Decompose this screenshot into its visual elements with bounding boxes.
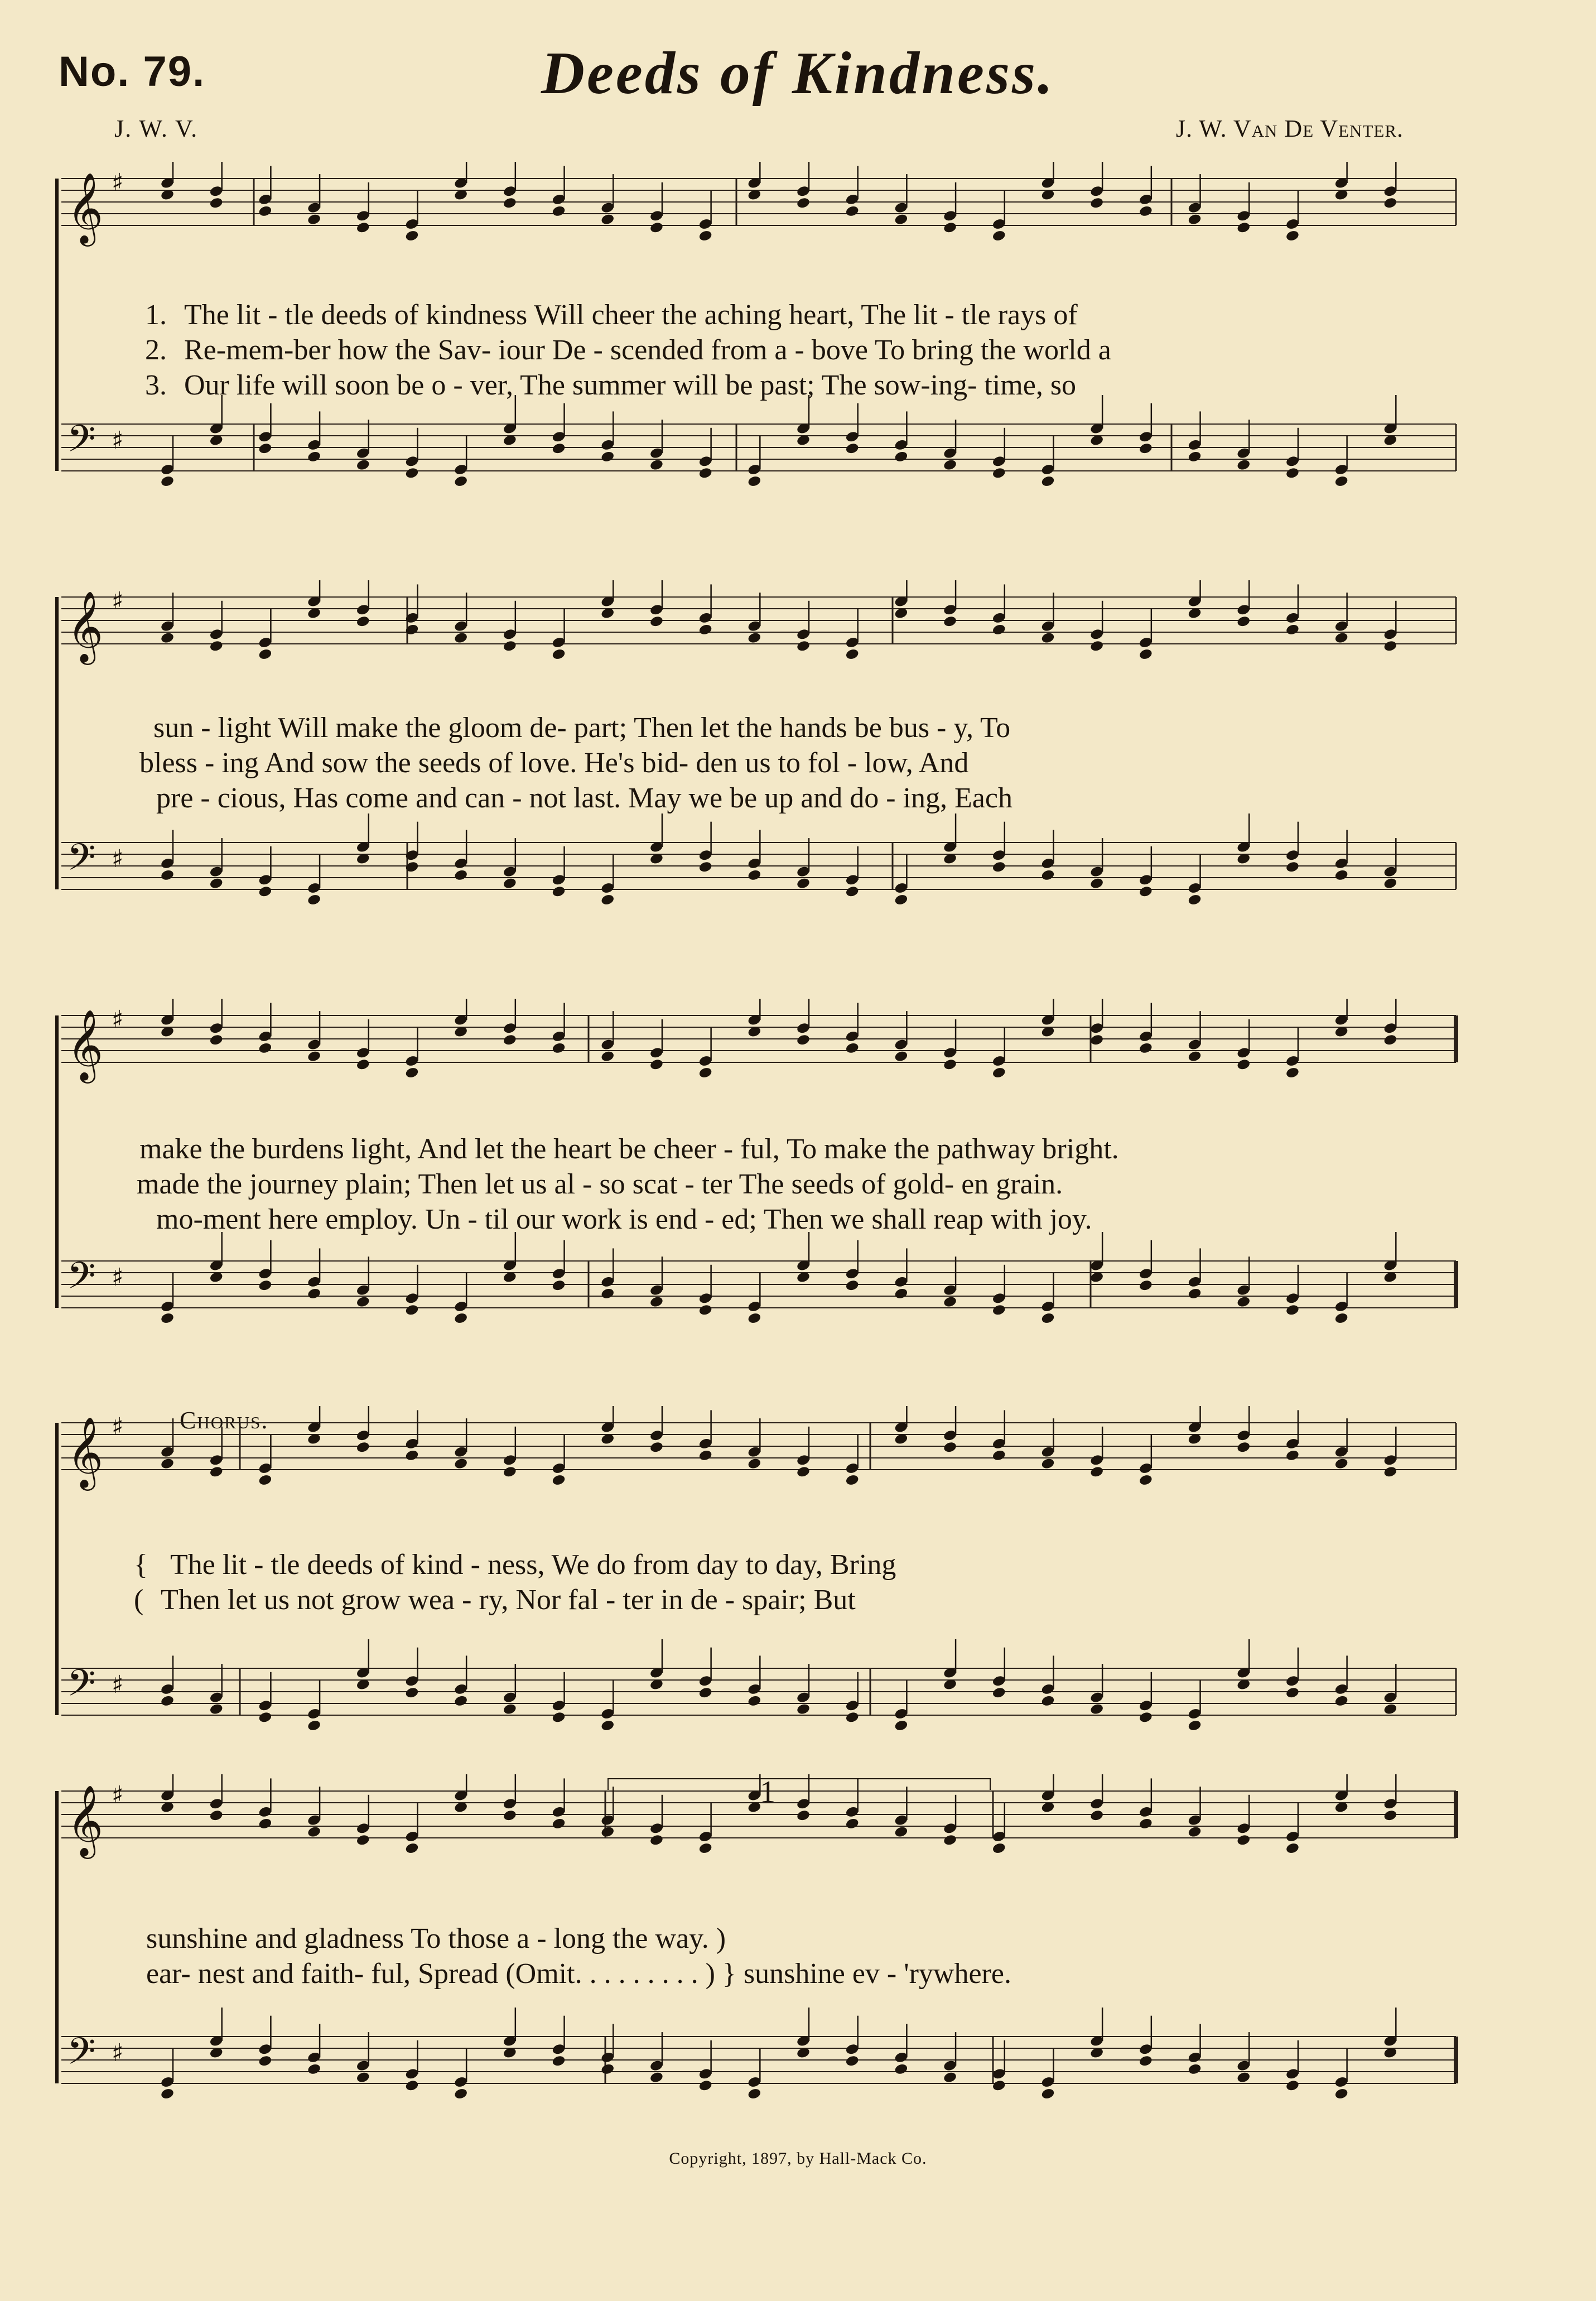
note-head <box>454 2087 468 2100</box>
note-head <box>747 1695 761 1707</box>
sharp-icon: ♯ <box>112 1413 124 1441</box>
note-head <box>992 860 1006 873</box>
treble-clef-icon: 𝄞 <box>67 172 104 243</box>
treble-clef-icon: 𝄞 <box>67 1416 104 1488</box>
note-head <box>1285 1686 1300 1699</box>
note-head <box>1040 869 1055 882</box>
note-head <box>894 2063 908 2076</box>
treble-staff <box>61 1774 1456 1859</box>
note-head <box>992 1842 1006 1855</box>
note-head <box>845 885 860 898</box>
note-head <box>209 1466 224 1479</box>
note-head <box>1187 213 1202 226</box>
music-system-3 <box>0 999 1596 1378</box>
note-head <box>698 2079 713 2092</box>
note-head <box>1383 1466 1397 1479</box>
note-head <box>356 222 370 234</box>
lyric-text: make the burdens light, And let the heart be cheer - ful, To make the pathway bright. <box>139 1133 1119 1165</box>
bass-clef-icon: 𝄢 <box>67 1662 96 1713</box>
lyric-text: The lit - tle deeds of kind - ness, We do from day to day, Bring <box>170 1549 896 1581</box>
treble-clef-icon: 𝄞 <box>67 1009 104 1080</box>
note-head <box>551 1817 566 1830</box>
lyric-line <box>137 1168 1063 1201</box>
note-head <box>160 632 175 644</box>
treble-staff <box>61 1406 1456 1491</box>
note-head <box>600 1050 615 1063</box>
note-head <box>1139 442 1153 455</box>
note-head <box>943 2071 957 2084</box>
note-head <box>551 205 566 218</box>
note-head <box>796 196 811 209</box>
note-head <box>894 1287 908 1300</box>
note-head <box>747 869 761 882</box>
note-head <box>160 1695 175 1707</box>
note-head <box>454 869 468 882</box>
note-head <box>1040 2087 1055 2100</box>
note-head <box>1089 877 1104 890</box>
note-head <box>894 893 908 906</box>
treble-clef-icon: 𝄞 <box>67 1784 104 1856</box>
lyric-text: sunshine and gladness To those a - long the way. ) <box>146 1923 726 1955</box>
hymn-number: No. 79. <box>59 48 206 95</box>
note-head <box>209 640 224 653</box>
bass-staff <box>61 2008 1456 2100</box>
note-head <box>698 1842 713 1855</box>
note-head <box>1187 893 1202 906</box>
sharp-icon: ♯ <box>112 169 124 197</box>
note-head <box>1139 885 1153 898</box>
bass-staff <box>61 813 1456 906</box>
note-head <box>600 1287 615 1300</box>
note-head <box>551 1711 566 1724</box>
note-head <box>1089 196 1104 209</box>
note-head <box>258 1042 272 1055</box>
note-head <box>1334 2087 1349 2100</box>
note-head <box>454 1312 468 1325</box>
note-head <box>1334 1695 1349 1707</box>
note-head <box>307 2063 321 2076</box>
bass-clef-icon: 𝄢 <box>67 1254 96 1306</box>
note-head <box>307 1826 321 1838</box>
bass-staff <box>61 1639 1456 1732</box>
chorus-label: Chorus. <box>180 1407 269 1434</box>
note-head <box>1285 1066 1300 1079</box>
note-head <box>1383 1809 1397 1822</box>
note-head <box>1383 196 1397 209</box>
note-head <box>356 1834 370 1847</box>
lyric-text: Then let us not grow wea - ry, Nor fal - ter in de - spair; But <box>161 1584 856 1616</box>
note-head <box>1383 640 1397 653</box>
note-head <box>1040 475 1055 488</box>
note-head <box>209 877 224 890</box>
lyric-line <box>153 711 1010 744</box>
note-head <box>551 442 566 455</box>
note-head <box>992 2079 1006 2092</box>
note-head <box>258 1711 272 1724</box>
note-head <box>160 1312 175 1325</box>
note-head <box>649 459 664 471</box>
sharp-icon: ♯ <box>112 1005 124 1034</box>
note-head <box>845 442 860 455</box>
music-system-2 <box>0 580 1596 965</box>
note-head <box>600 213 615 226</box>
note-head <box>845 1817 860 1830</box>
note-head <box>600 1826 615 1838</box>
note-head <box>160 475 175 488</box>
note-head <box>209 196 224 209</box>
note-head <box>1236 459 1251 471</box>
note-head <box>845 2054 860 2067</box>
treble-staff <box>61 162 1456 247</box>
note-head <box>943 222 957 234</box>
note-head <box>1139 205 1153 218</box>
note-head <box>1334 1312 1349 1325</box>
note-head <box>747 475 761 488</box>
copyright-notice: Copyright, 1897, by Hall-Mack Co. <box>669 2149 927 2168</box>
note-head <box>1236 1296 1251 1308</box>
sharp-icon: ♯ <box>112 1781 124 1809</box>
lyric-text: The lit - tle deeds of kindness Will cheer the aching heart, The lit - tle rays of <box>184 299 1078 331</box>
note-head <box>454 1457 468 1470</box>
lyric-text: pre - cious, Has come and can - not last. May we be up and do - ing, Each <box>156 782 1012 814</box>
note-head <box>649 222 664 234</box>
lyric-line <box>145 334 1111 367</box>
note-head <box>992 229 1006 242</box>
music-system-4 <box>0 1406 1596 1763</box>
lyric-text: Re-mem-ber how the Sav- iour De - scended from a - bove To bring the world a <box>184 334 1111 366</box>
note-head <box>992 1686 1006 1699</box>
note-head <box>503 640 517 653</box>
note-head <box>258 2054 272 2067</box>
lyric-text: ear- nest and faith- ful, Spread (Omit. . . . . . . . . ) } sunshine ev - 'rywhere. <box>146 1958 1011 1990</box>
verse-number: 2. <box>145 334 167 366</box>
note-head <box>1089 1703 1104 1716</box>
note-head <box>649 1834 664 1847</box>
note-head <box>943 1834 957 1847</box>
note-head <box>356 615 370 628</box>
note-head <box>551 885 566 898</box>
note-head <box>307 213 321 226</box>
note-head <box>258 885 272 898</box>
note-head <box>894 1826 908 1838</box>
note-head <box>796 1809 811 1822</box>
note-head <box>404 1304 419 1317</box>
note-head <box>307 1050 321 1063</box>
note-head <box>600 1719 615 1732</box>
note-head <box>551 648 566 661</box>
note-head <box>503 1466 517 1479</box>
note-head <box>1334 869 1349 882</box>
note-head <box>796 640 811 653</box>
note-head <box>307 450 321 463</box>
hymn-title: Deeds of Kindness. <box>541 40 1055 107</box>
note-head <box>796 877 811 890</box>
note-head <box>1285 623 1300 636</box>
note-head <box>454 1695 468 1707</box>
note-head <box>503 1033 517 1046</box>
note-head <box>1236 222 1251 234</box>
note-head <box>1187 2063 1202 2076</box>
note-head <box>1040 632 1055 644</box>
note-head <box>1187 1719 1202 1732</box>
note-head <box>356 1296 370 1308</box>
lyric-text: sun - light Will make the gloom de- part; Then let the hands be bus - y, To <box>153 712 1011 744</box>
verse-number: 3. <box>145 369 167 401</box>
note-head <box>894 213 908 226</box>
lyric-line <box>145 299 1078 331</box>
lyric-text: mo-ment here employ. Un - til our work is end - ed; Then we shall reap with joy. <box>156 1204 1092 1235</box>
sharp-icon: ♯ <box>112 426 124 455</box>
note-head <box>1089 1466 1104 1479</box>
sharp-icon: ♯ <box>112 1263 124 1292</box>
note-head <box>356 1058 370 1071</box>
lyric-line <box>146 1922 726 1955</box>
note-head <box>209 1703 224 1716</box>
note-head <box>992 1304 1006 1317</box>
note-head <box>698 229 713 242</box>
note-head <box>649 1058 664 1071</box>
lyric-text: bless - ing And sow the seeds of love. He's bid- den us to fol - low, And <box>139 747 969 779</box>
treble-clef-icon: 𝄞 <box>67 590 104 662</box>
note-head <box>992 1449 1006 1462</box>
sharp-icon: ♯ <box>112 1671 124 1699</box>
lyric-line <box>145 369 1076 402</box>
note-head <box>503 877 517 890</box>
note-head <box>209 1809 224 1822</box>
lyric-line <box>146 1957 1011 1990</box>
note-head <box>404 1066 419 1079</box>
lyric-line <box>139 1133 1119 1166</box>
note-head <box>1187 450 1202 463</box>
note-head <box>404 2079 419 2092</box>
note-head <box>649 1441 664 1453</box>
first-ending-number: 1 <box>760 1775 775 1809</box>
note-head <box>698 1449 713 1462</box>
treble-staff <box>61 999 1456 1084</box>
note-head <box>1285 467 1300 480</box>
music-credit: J. W. Van De Venter. <box>1175 115 1404 142</box>
music-system-5 <box>0 1774 1596 2143</box>
note-head <box>356 2071 370 2084</box>
note-head <box>845 1042 860 1055</box>
note-head <box>747 2087 761 2100</box>
note-head <box>1040 1695 1055 1707</box>
note-head <box>1285 1449 1300 1462</box>
note-head <box>160 1457 175 1470</box>
note-head <box>258 1474 272 1486</box>
note-head <box>258 648 272 661</box>
note-head <box>1187 1826 1202 1838</box>
brace-mark: ( <box>134 1584 144 1616</box>
bass-clef-icon: 𝄢 <box>67 2030 96 2082</box>
note-head <box>1089 1033 1104 1046</box>
note-head <box>160 2087 175 2100</box>
note-head <box>649 615 664 628</box>
note-head <box>845 1711 860 1724</box>
lyric-line <box>156 1203 1092 1236</box>
note-head <box>551 1279 566 1292</box>
note-head <box>698 860 713 873</box>
note-head <box>1334 1457 1349 1470</box>
note-head <box>943 615 957 628</box>
note-head <box>1383 1703 1397 1716</box>
note-head <box>1187 1050 1202 1063</box>
note-head <box>1236 2071 1251 2084</box>
note-head <box>894 1050 908 1063</box>
note-head <box>698 1686 713 1699</box>
lyric-text: Our life will soon be o - ver, The summer will be past; The sow-ing- time, so <box>184 369 1077 401</box>
note-head <box>454 475 468 488</box>
sharp-icon: ♯ <box>112 587 124 615</box>
note-head <box>1139 2054 1153 2067</box>
lyric-line <box>156 782 1012 815</box>
note-head <box>307 1719 321 1732</box>
note-head <box>1139 1042 1153 1055</box>
note-head <box>1187 1287 1202 1300</box>
note-head <box>1040 1312 1055 1325</box>
note-head <box>1236 1441 1251 1453</box>
note-head <box>1285 2079 1300 2092</box>
lyric-line <box>139 747 968 779</box>
note-head <box>356 459 370 471</box>
note-head <box>992 467 1006 480</box>
treble-staff <box>61 580 1456 665</box>
bass-staff <box>61 395 1456 488</box>
note-head <box>307 893 321 906</box>
note-head <box>1285 860 1300 873</box>
note-head <box>894 1719 908 1732</box>
note-head <box>1040 1457 1055 1470</box>
note-head <box>1236 615 1251 628</box>
note-head <box>503 1809 517 1822</box>
note-head <box>404 1686 419 1699</box>
note-head <box>1285 229 1300 242</box>
note-head <box>551 1474 566 1486</box>
note-head <box>551 1042 566 1055</box>
note-head <box>1139 1279 1153 1292</box>
brace-mark: { <box>134 1549 148 1581</box>
note-head <box>551 2054 566 2067</box>
note-head <box>307 1287 321 1300</box>
note-head <box>698 623 713 636</box>
note-head <box>943 459 957 471</box>
note-head <box>943 1058 957 1071</box>
note-head <box>160 869 175 882</box>
note-head <box>258 1279 272 1292</box>
note-head <box>747 632 761 644</box>
note-head <box>404 1842 419 1855</box>
note-head <box>845 648 860 661</box>
note-head <box>894 450 908 463</box>
note-head <box>404 467 419 480</box>
first-ending-bracket <box>608 1779 990 1790</box>
note-head <box>356 1441 370 1453</box>
verse-number: 1. <box>145 299 167 331</box>
note-head <box>1285 1304 1300 1317</box>
words-credit: J. W. V. <box>114 115 199 142</box>
note-head <box>747 1457 761 1470</box>
note-head <box>796 1466 811 1479</box>
note-head <box>600 2063 615 2076</box>
note-head <box>1139 1817 1153 1830</box>
note-head <box>796 1033 811 1046</box>
music-system-1 <box>0 162 1596 541</box>
note-head <box>845 205 860 218</box>
note-head <box>404 229 419 242</box>
note-head <box>992 623 1006 636</box>
note-head <box>698 1304 713 1317</box>
note-head <box>1383 1033 1397 1046</box>
note-head <box>943 1441 957 1453</box>
lyric-text: made the journey plain; Then let us al - so scat - ter The seeds of gold- en grain. <box>137 1168 1063 1200</box>
note-head <box>209 1033 224 1046</box>
note-head <box>1236 1058 1251 1071</box>
note-head <box>698 1066 713 1079</box>
lyric-line <box>134 1583 856 1616</box>
note-head <box>845 1474 860 1486</box>
note-head <box>796 1703 811 1716</box>
note-head <box>747 1312 761 1325</box>
note-head <box>698 467 713 480</box>
note-head <box>503 1703 517 1716</box>
note-head <box>1139 1474 1153 1486</box>
note-head <box>600 893 615 906</box>
lyric-line <box>134 1548 896 1581</box>
note-head <box>258 442 272 455</box>
note-head <box>503 196 517 209</box>
note-head <box>1139 648 1153 661</box>
note-head <box>454 632 468 644</box>
bass-clef-icon: 𝄢 <box>67 836 96 888</box>
note-head <box>600 450 615 463</box>
note-head <box>649 2071 664 2084</box>
bass-clef-icon: 𝄢 <box>67 417 96 469</box>
note-head <box>845 1279 860 1292</box>
note-head <box>1383 877 1397 890</box>
note-head <box>1236 1834 1251 1847</box>
note-head <box>1139 1711 1153 1724</box>
note-head <box>1334 475 1349 488</box>
note-head <box>992 1066 1006 1079</box>
sharp-icon: ♯ <box>112 845 124 873</box>
bass-staff <box>61 1232 1456 1325</box>
note-head <box>649 1296 664 1308</box>
sharp-icon: ♯ <box>112 2039 124 2067</box>
note-head <box>1089 640 1104 653</box>
note-head <box>943 1296 957 1308</box>
note-head <box>1285 1842 1300 1855</box>
note-head <box>404 1449 419 1462</box>
note-head <box>1334 632 1349 644</box>
note-head <box>258 1817 272 1830</box>
note-head <box>1089 1809 1104 1822</box>
note-head <box>258 205 272 218</box>
